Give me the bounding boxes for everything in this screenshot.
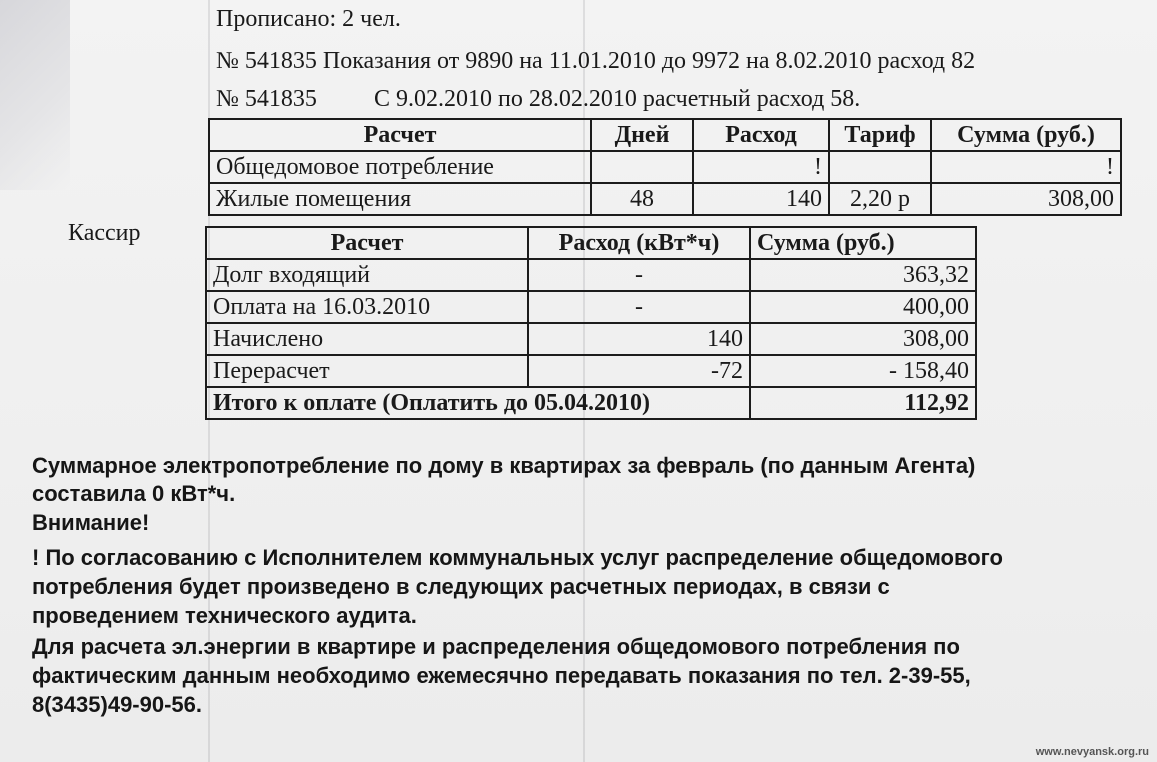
cell-sum: 400,00 [750,291,976,323]
table-row [206,291,976,323]
attention-heading: Внимание! [32,510,150,535]
cell-sum: 363,32 [750,259,976,291]
watermark: www.nevyansk.org.ru [1035,746,1149,758]
cell-days: 48 [591,183,693,215]
calculated-usage-line: С 9.02.2010 по 28.02.2010 расчетный расход 58. [374,86,861,112]
table-row [206,259,976,291]
notice-line: ! По согласованию с Исполнителем коммунальных услуг распределение общедомового [32,545,1003,570]
meter-number: № 541835 [216,86,317,112]
cell-sum: 308,00 [931,183,1121,215]
table-header-row [206,227,976,259]
total-row [206,387,976,419]
cell-sum: ! [931,151,1121,183]
notice-line: проведением технического аудита. [32,603,417,628]
cell-usage: 140 [693,183,829,215]
cell-calc: Начислено [206,323,528,355]
notice-line: Суммарное электропотребление по дому в квартирах за февраль (по данным Агента) [32,453,976,478]
table-row [206,355,976,387]
cashier-label: Кассир [68,220,141,246]
column-header: Расчет [206,227,528,259]
cell-tariff: 2,20 р [829,183,931,215]
notice-line: 8(3435)49-90-56. [32,692,203,717]
balance-table [205,226,977,420]
notice-line: составила 0 кВт*ч. [32,481,236,506]
column-header: Расчет [209,119,591,151]
cell-usage: 140 [528,323,750,355]
meter-reading-line: № 541835 Показания от 9890 на 11.01.2010 до 9972 на 8.02.2010 расход 82 [216,48,976,74]
cell-usage: -72 [528,355,750,387]
notice-line: Для расчета эл.энергии в квартире и распределения общедомового потребления по [32,634,960,659]
cell-tariff [829,151,931,183]
cell-sum: 308,00 [750,323,976,355]
registered-count: Прописано: 2 чел. [216,6,401,32]
table-header-row [209,119,1121,151]
paper-fold [0,0,70,190]
notice-line: фактическим данным необходимо ежемесячно передавать показания по тел. 2-39-55, [32,663,971,688]
usage-calculation-table [208,118,1122,216]
table-row [206,323,976,355]
cell-calc: Долг входящий [206,259,528,291]
notice-line: потребления будет произведено в следующих расчетных периодах, в связи с [32,574,890,599]
cell-usage: ! [693,151,829,183]
table-row [209,151,1121,183]
column-header: Тариф [829,119,931,151]
total-amount: 112,92 [750,387,976,419]
cell-calc: Жилые помещения [209,183,591,215]
column-header: Дней [591,119,693,151]
column-header: Расход [693,119,829,151]
cell-calc: Перерасчет [206,355,528,387]
cell-usage: - [528,259,750,291]
cell-calc: Общедомовое потребление [209,151,591,183]
cell-days [591,151,693,183]
cell-sum: - 158,40 [750,355,976,387]
cell-usage: - [528,291,750,323]
column-header: Сумма (руб.) [931,119,1121,151]
cell-calc: Оплата на 16.03.2010 [206,291,528,323]
column-header: Расход (кВт*ч) [528,227,750,259]
column-header: Сумма (руб.) [750,227,976,259]
table-row [209,183,1121,215]
total-label: Итого к оплате (Оплатить до 05.04.2010) [206,387,750,419]
